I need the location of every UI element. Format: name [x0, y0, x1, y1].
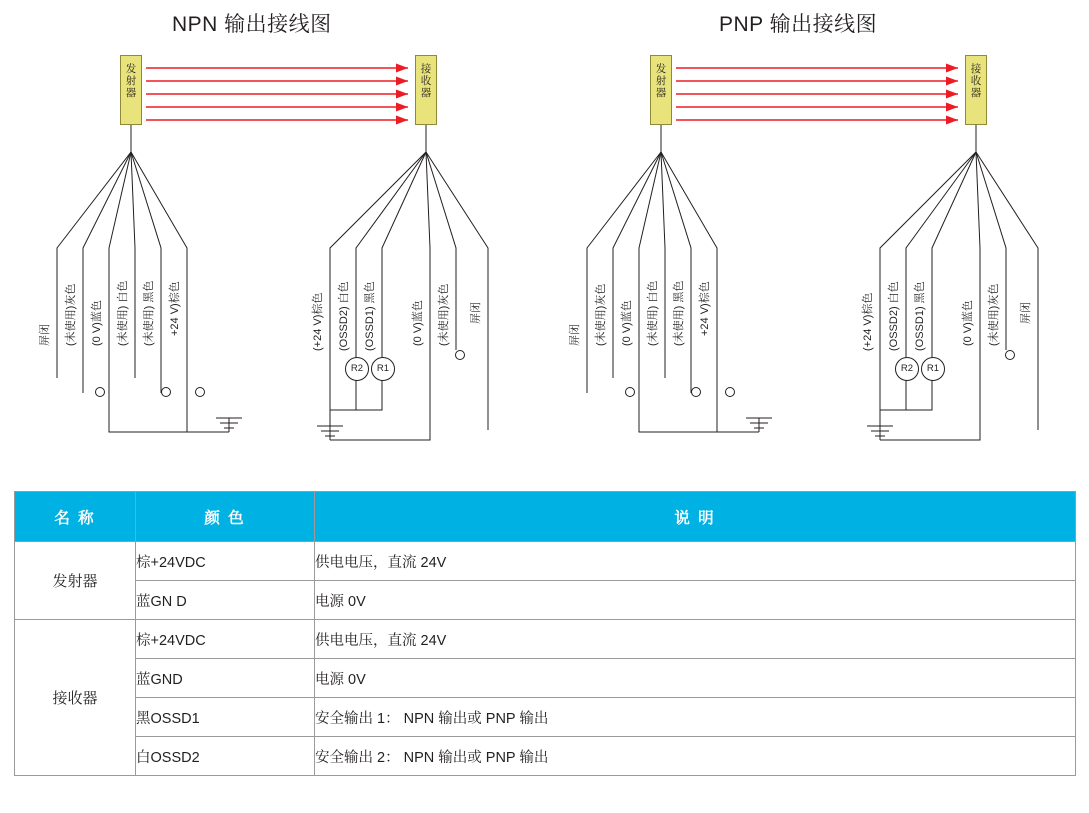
receiver-label-char-1: 接	[420, 63, 432, 75]
emitter-label-char-3: 器	[125, 86, 137, 99]
npn-receiver-wire-label-6: 屏闭	[470, 302, 482, 324]
npn-resistor-r2: R2	[345, 357, 369, 381]
wire-color: 白OSSD2	[136, 737, 315, 776]
wire-color: 棕+24VDC	[136, 542, 315, 581]
wire-description: 电源 0V	[315, 659, 1076, 698]
pnp-receiver-wire-label-5: (未使用)灰色	[988, 283, 1000, 346]
npn-emitter-wire-label-2: (未使用)灰色	[65, 283, 77, 346]
wire-color: 蓝GND	[136, 659, 315, 698]
npn-emitter-wire-label-3: (0 V)蓝色	[91, 300, 103, 346]
pnp-emitter-wire-label-4: (未使用) 白色	[647, 280, 659, 346]
beam-group-pnp	[676, 68, 958, 120]
npn-emitter-box	[120, 55, 142, 125]
pnp-emitter-wire-label-6: +24 V)棕色	[699, 281, 711, 336]
pnp-emitter-wire-label-5: (未使用) 黑色	[673, 280, 685, 346]
wire-description: 供电电压，直流 24V	[315, 542, 1076, 581]
table-row	[15, 581, 1076, 620]
header-name: 名 称	[15, 492, 136, 542]
npn-resistor-r1: R1	[371, 357, 395, 381]
npn-emitter-wire-label-5: (未使用) 黑色	[143, 280, 155, 346]
wire-color: 棕+24VDC	[136, 620, 315, 659]
receiver-label-char-1: 接	[970, 63, 982, 75]
wiring-legend-table	[14, 491, 1076, 776]
npn-emitter-wire-label-6: +24 V)棕色	[169, 281, 181, 336]
wire-description: 安全输出 1： NPN 输出或 PNP 输出	[315, 698, 1076, 737]
npn-receiver-wire-label-1: (+24 V)棕色	[312, 292, 324, 351]
table-row	[15, 659, 1076, 698]
pnp-emitter-wire-label-3: (0 V)蓝色	[621, 300, 633, 346]
pnp-emitter-wire-label-1: 屏闭	[569, 324, 581, 346]
wire-color: 黑OSSD1	[136, 698, 315, 737]
npn-emitter-wire-label-1: 屏闭	[39, 324, 51, 346]
header-color: 颜 色	[136, 492, 315, 542]
npn-receiver-wire-label-3: (OSSD1) 黑色	[364, 281, 376, 351]
emitter-label-char-2: 射	[125, 74, 137, 87]
group-name-receiver: 接收器	[15, 620, 136, 776]
table-row	[15, 737, 1076, 776]
receiver-label-char-2: 收	[970, 74, 982, 87]
pnp-receiver-box	[965, 55, 987, 125]
header-description: 说 明	[315, 492, 1076, 542]
wire-description: 电源 0V	[315, 581, 1076, 620]
pnp-diagram-title: PNP 输出接线图	[719, 13, 878, 36]
pnp-emitter-wire-label-2: (未使用)灰色	[595, 283, 607, 346]
receiver-label-char-3: 器	[420, 86, 432, 99]
emitter-label-char-2: 射	[655, 74, 667, 87]
pnp-resistor-r2: R2	[895, 357, 919, 381]
npn-receiver-wire-label-4: (0 V)蓝色	[412, 300, 424, 346]
table-row	[15, 698, 1076, 737]
emitter-label-char-3: 器	[655, 86, 667, 99]
npn-diagram-title: NPN 输出接线图	[172, 13, 332, 36]
pnp-receiver-wire-label-4: (0 V)蓝色	[962, 300, 974, 346]
npn-emitter-wire-label-4: (未使用) 白色	[117, 280, 129, 346]
table-row	[15, 620, 1076, 659]
receiver-label-char-3: 器	[970, 86, 982, 99]
pnp-emitter-box	[650, 55, 672, 125]
table-header-row	[15, 492, 1076, 542]
beam-arrows-pnp	[946, 64, 958, 125]
pnp-receiver-wire-label-3: (OSSD1) 黑色	[914, 281, 926, 351]
npn-receiver-wire-label-5: (未使用)灰色	[438, 283, 450, 346]
wire-description: 安全输出 2： NPN 输出或 PNP 输出	[315, 737, 1076, 776]
beam-group-npn	[146, 68, 408, 120]
pnp-receiver-wire-label-1: (+24 V)棕色	[862, 292, 874, 351]
group-name-emitter: 发射器	[15, 542, 136, 620]
wire-color: 蓝GN D	[136, 581, 315, 620]
npn-receiver-wire-label-2: (OSSD2) 白色	[338, 281, 350, 351]
receiver-label-char-2: 收	[420, 74, 432, 87]
wire-description: 供电电压，直流 24V	[315, 620, 1076, 659]
npn-receiver-box	[415, 55, 437, 125]
beam-arrows-npn	[396, 64, 408, 125]
emitter-label-char-1: 发	[125, 63, 137, 75]
pnp-resistor-r1: R1	[921, 357, 945, 381]
pnp-receiver-wire-label-6: 屏闭	[1020, 302, 1032, 324]
pnp-receiver-wire-label-2: (OSSD2) 白色	[888, 281, 900, 351]
emitter-label-char-1: 发	[655, 63, 667, 75]
table-row	[15, 542, 1076, 581]
